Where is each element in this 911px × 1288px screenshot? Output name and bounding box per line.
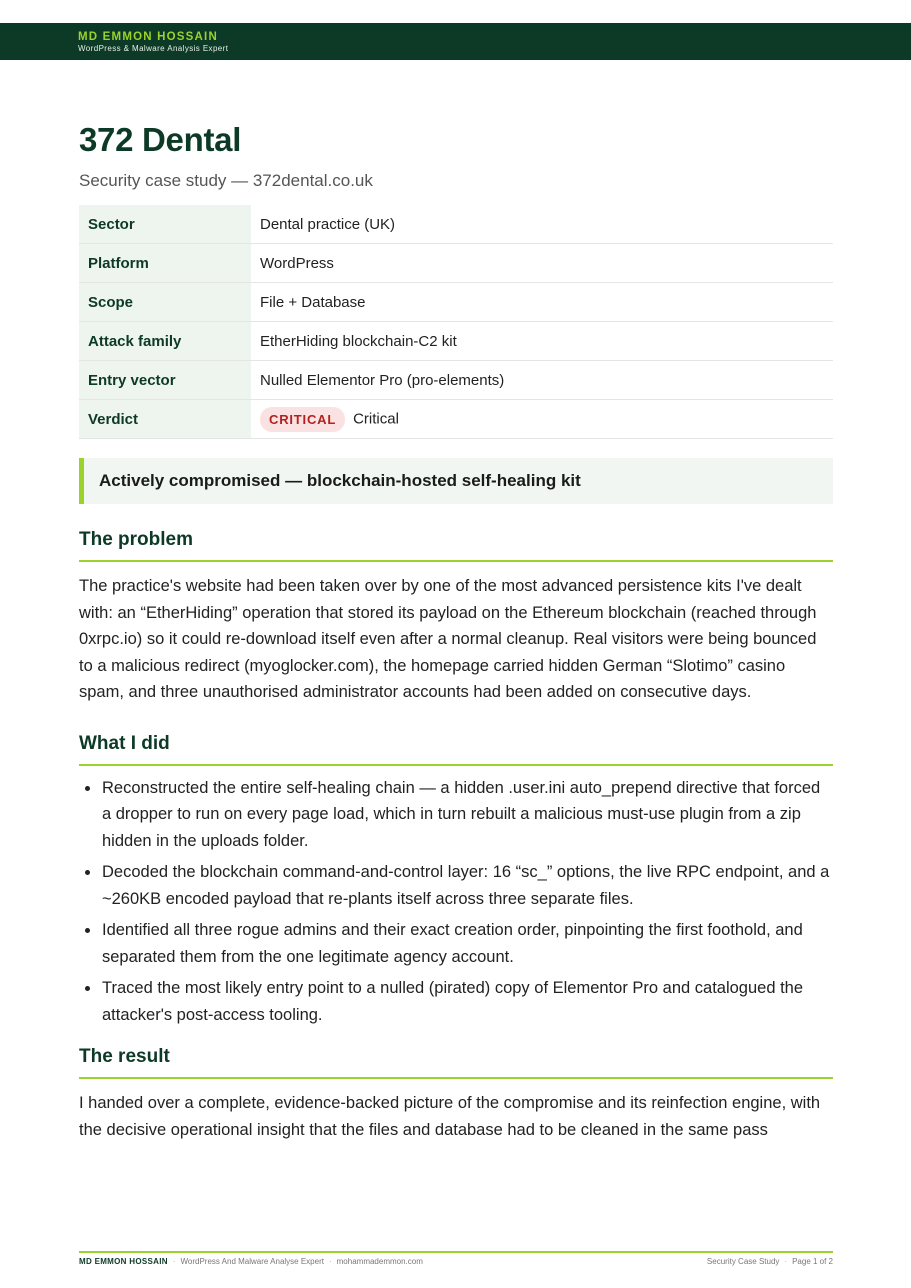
row-label: Attack family	[79, 322, 251, 361]
table-row	[79, 361, 833, 400]
main-content	[79, 118, 833, 1143]
section-result	[79, 1046, 833, 1143]
section-heading: The problem	[79, 529, 833, 562]
list-item: Reconstructed the entire self-healing chain — a hidden .user.ini auto_prepend directive that forced a dropper to run on every page load, which in turn rebuilt a malicious must-use plugin from a zip hidden in the uploads folder.	[79, 775, 833, 855]
row-value: WordPress	[251, 244, 833, 283]
list-item: Traced the most likely entry point to a nulled (pirated) copy of Elementor Pro and catalogued the attacker's post-access tooling.	[79, 975, 833, 1028]
severity-badge: CRITICAL	[260, 407, 345, 432]
brand-tagline: WordPress & Malware Analysis Expert	[78, 44, 229, 53]
header-bar	[0, 23, 911, 60]
section-what-i-did	[79, 733, 833, 1029]
summary-table	[79, 205, 833, 439]
row-value: EtherHiding blockchain-C2 kit	[251, 322, 833, 361]
table-row	[79, 205, 833, 244]
row-value: Dental practice (UK)	[251, 205, 833, 244]
list-item: Identified all three rogue admins and their exact creation order, pinpointing the first foothold, and separated them from the one legitimate agency account.	[79, 917, 833, 970]
section-problem	[79, 529, 833, 706]
row-label: Scope	[79, 283, 251, 322]
table-row	[79, 400, 833, 439]
verdict-value: Critical	[353, 409, 399, 427]
row-label: Verdict	[79, 400, 251, 439]
footer-left: MD EMMON HOSSAIN · WordPress And Malware Analyse Expert · mohammademmon.com	[79, 1257, 423, 1266]
row-label: Entry vector	[79, 361, 251, 400]
row-value: File + Database	[251, 283, 833, 322]
bullet-list	[79, 775, 833, 1029]
table-row	[79, 322, 833, 361]
row-label: Sector	[79, 205, 251, 244]
footer-right: Security Case Study · Page 1 of 2	[706, 1257, 833, 1266]
footer-site: mohammademmon.com	[336, 1257, 423, 1266]
table-row	[79, 244, 833, 283]
footer-name: MD EMMON HOSSAIN	[79, 1257, 168, 1266]
section-heading: What I did	[79, 733, 833, 766]
footer-role: WordPress And Malware Analyse Expert	[180, 1257, 324, 1266]
status-callout: Actively compromised — blockchain-hosted self-healing kit	[79, 458, 833, 504]
table-row	[79, 283, 833, 322]
page-title: 372 Dental	[79, 121, 242, 158]
verdict-cell	[251, 400, 833, 439]
footer-doc-type: Security Case Study	[706, 1257, 780, 1266]
brand-name: MD EMMON HOSSAIN	[78, 31, 218, 43]
list-item: Decoded the blockchain command-and-control layer: 16 “sc_” options, the live RPC endpoint, and a ~260KB encoded payload that re-plants itself across three separate files.	[79, 859, 833, 912]
page-footer	[79, 1251, 833, 1266]
section-paragraph: I handed over a complete, evidence-backed picture of the compromise and its reinfection engine, with the decisive operational insight that the files and database had to be cleaned in the same pass	[79, 1094, 821, 1139]
row-label: Platform	[79, 244, 251, 283]
section-heading: The result	[79, 1046, 833, 1079]
page-number: Page 1 of 2	[792, 1257, 833, 1266]
page-subtitle: Security case study — 372dental.co.uk	[79, 171, 373, 190]
section-paragraph: The practice's website had been taken over by one of the most advanced persistence kits I've dealt with: an “EtherHiding” operation that stored its payload on the Ethereum blockchain (reached through 0xrpc.io) so it could re-download itself even after a normal cleanup. Real visitors were being bounced to a malicious redirect (myoglocker.com), the homepage carried hidden German “Slotimo” casino spam, and three unauthorised administrator accounts had been added on consecutive days.	[79, 577, 817, 701]
row-value: Nulled Elementor Pro (pro-elements)	[251, 361, 833, 400]
